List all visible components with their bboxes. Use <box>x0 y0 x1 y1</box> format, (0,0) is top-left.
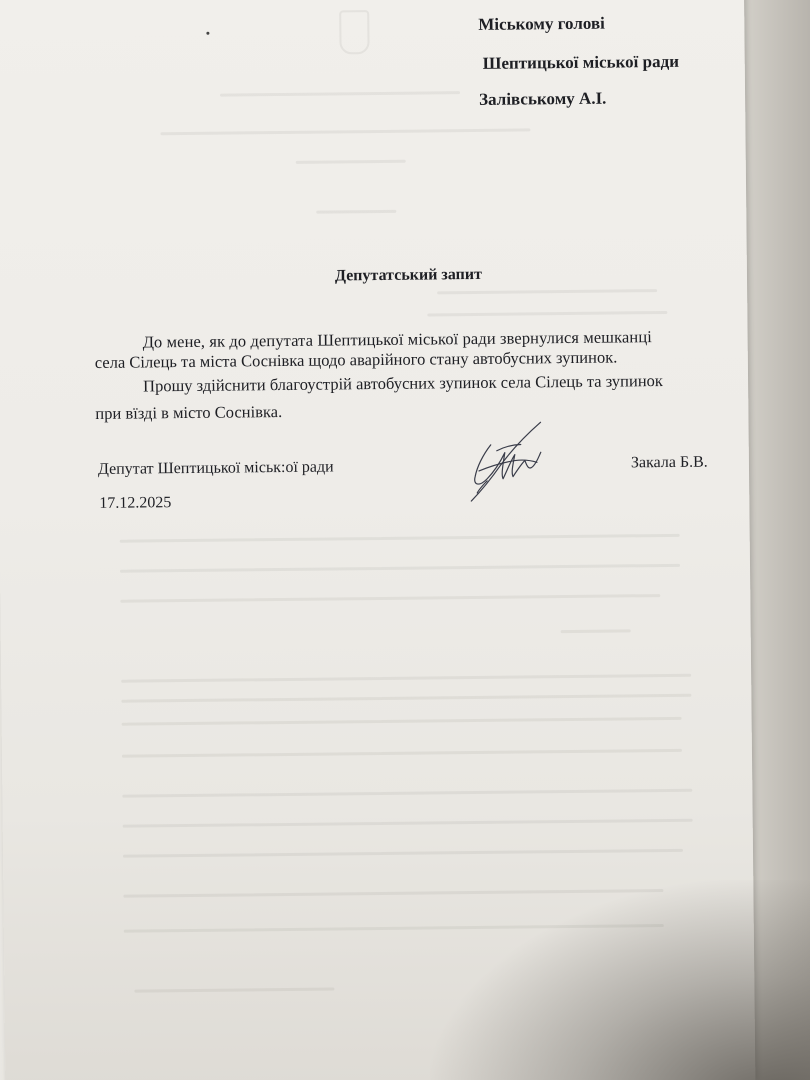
body-paragraph-2-line-2: при вїзді в місто Соснівка. <box>95 402 283 423</box>
document-date: 17.12.2025 <box>99 494 172 512</box>
body-paragraph-1-line-2: села Сілець та міста Соснівка щодо аварійного стану автобусних зупинок. <box>94 347 618 372</box>
handwritten-signature-icon <box>460 420 557 503</box>
body-paragraph-1-line-1: До мене, як до депутата Шептицької міської ради звернулися мешканці <box>142 327 652 352</box>
ghost-emblem-icon <box>339 10 369 54</box>
addressee-line-3: Залівському А.І. <box>479 88 607 109</box>
addressee-line-1: Міському голові <box>478 13 605 34</box>
body-paragraph-2-line-1: Прошу здійснити благоустрій автобусних зупинок села Сілець та зупинок <box>142 371 663 396</box>
speck <box>206 32 209 35</box>
addressee-line-2: Шептицької міської ради <box>482 51 680 73</box>
signer-position: Депутат Шептицької міськ:ої ради <box>97 458 334 478</box>
document-title: Депутатський запит <box>334 265 482 285</box>
signer-name: Закала Б.В. <box>630 453 708 472</box>
